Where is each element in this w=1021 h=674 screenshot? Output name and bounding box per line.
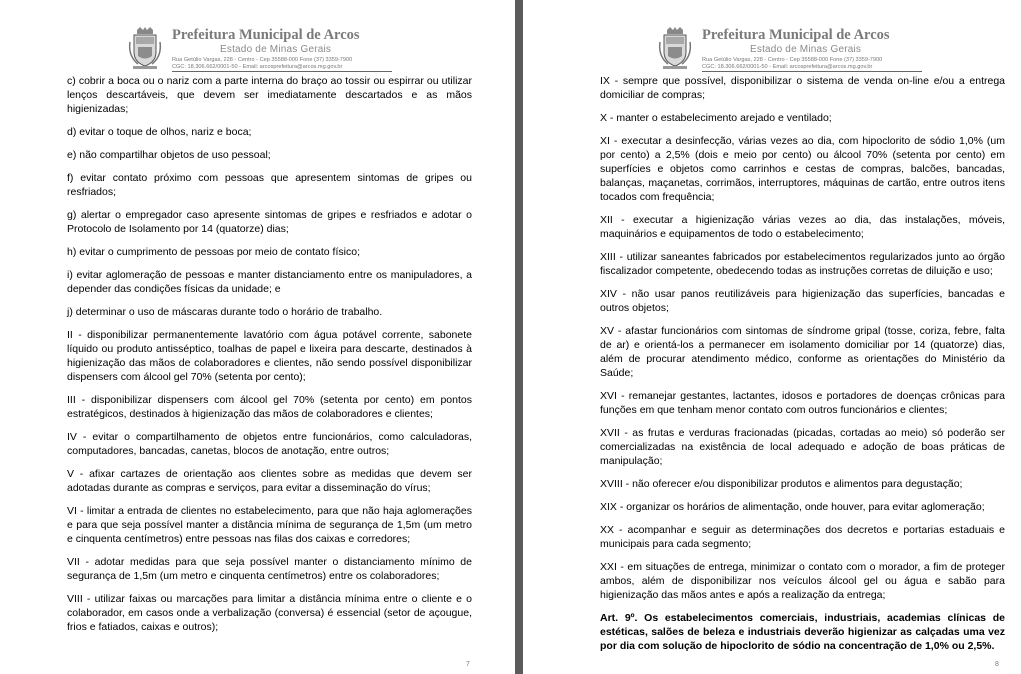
paragraph: IX - sempre que possível, disponibilizar o sistema de venda on-line e/ou a entrega domiciliar de compras; (600, 75, 1005, 101)
header-rule (172, 71, 392, 72)
paragraph: XX - acompanhar e seguir as determinações dos decretos e portarias estaduais e municipais para cada segmento; (600, 524, 1005, 550)
page-body (600, 74, 1005, 662)
paragraph: II - disponibilizar permanentemente lavatório com água potável corrente, sabonete líquido ou produto antisséptico, toalhas de papel e lixeira para descarte, destinados à higienização das mãos de colaboradores e clientes, não sendo possível disponibilizar dispensers com álcool gel 70% (setenta por cento); (67, 329, 472, 383)
header-address (702, 57, 882, 70)
paragraph: XV - afastar funcionários com sintomas de síndrome gripal (tosse, coriza, febre, falta de ar) e orientá-los a permanecer em isolamento domiciliar por 14 (quatorze) dias, além de procurar atendimento médico, conforme as orientações do Ministério da Saúde; (600, 325, 1005, 379)
paragraph: h) evitar o cumprimento de pessoas por meio de contato físico; (67, 246, 360, 258)
document-page-8 (523, 0, 1021, 674)
paragraph: XIX - organizar os horários de alimentação, onde houver, para evitar aglomeração; (600, 501, 985, 513)
paragraph: XI - executar a desinfecção, várias vezes ao dia, com hipoclorito de sódio 1,0% (um por cento) a 2,5% (dois e meio por cento) ou álcool 70% (setenta por cento) em superfícies e objetos como carrinhos e cestas de compras, balcões, bancadas, balanças, maçanetas, corrimãos, interruptores, máquinas de cartão, entre outros itens tocados com frequência; (600, 135, 1005, 203)
paragraph: c) cobrir a boca ou o nariz com a parte interna do braço ao tossir ou espirrar ou utilizar lenços descartáveis, que devem ser imediatamente descartados e as mãos higienizadas; (67, 75, 472, 115)
paragraph: XII - executar a higienização várias vezes ao dia, das instalações, móveis, maquinários e equipamentos de todo o estabelecimento; (600, 214, 1005, 240)
paragraph: VIII - utilizar faixas ou marcações para limitar a distância mínima entre o cliente e o colaborador, em casos onde a verbalização (conversa) é essencial (setor de açougue, frios e fatiados, caixas e outros); (67, 593, 472, 633)
paragraph: X - manter o estabelecimento arejado e ventilado; (600, 112, 832, 124)
page-header (658, 26, 928, 72)
paragraph: d) evitar o toque de olhos, nariz e boca; (67, 126, 252, 138)
paragraph: VI - limitar a entrada de clientes no estabelecimento, para que não haja aglomerações e para que seja possível manter a distância mínima de segurança de 1,5m (um metro e cinquenta centímetros) entre pessoas nas filas dos caixas e corredores; (67, 505, 472, 545)
page-gutter (515, 0, 523, 674)
paragraph: VII - adotar medidas para que seja possível manter o distanciamento mínimo de segurança de 1,5m (um metro e cinquenta centímetros) entre os colaboradores; (67, 556, 472, 582)
page-header (128, 26, 398, 72)
header-rule (702, 71, 922, 72)
header-address-line-1: Rua Getúlio Vargas, 228 - Centro - Cep 35588-000 Fone (37) 3359-7900 (702, 57, 883, 63)
header-state: Estado de Minas Gerais (220, 44, 332, 55)
paragraph: g) alertar o empregador caso apresente sintomas de gripes e resfriados e adotar o Protocolo de Isolamento por 14 (quatorze) dias; (67, 209, 472, 235)
paragraph: XIII - utilizar saneantes fabricados por estabelecimentos regularizados junto ao órgão fiscalizador competente, obedecendo todas as instruções corretas de diluição e uso; (600, 251, 1005, 277)
page-body (67, 74, 472, 643)
paragraph: XVII - as frutas e verduras fracionadas (picadas, cortadas ao meio) só poderão ser comercializadas na existência de local adequado e adoção de boas práticas de manipulação; (600, 427, 1005, 467)
page-number: 8 (995, 661, 999, 668)
municipal-coat-of-arms-icon (128, 26, 162, 70)
article-paragraph: Art. 9º. Os estabelecimentos comerciais, industriais, academias clínicas de estéticas, salões de beleza e industriais deverão higienizar as calçadas uma vez por dia com solução de hipoclorito de sódio na concentração de 1,0% ou 2,5%. (600, 612, 1005, 652)
paragraph: f) evitar contato próximo com pessoas que apresentem sintomas de gripes ou resfriados; (67, 172, 472, 198)
paragraph: III - disponibilizar dispensers com álcool gel 70% (setenta por cento) em pontos estratégicos, destinados à higienização das mãos de colaboradores e clientes; (67, 394, 472, 420)
header-title: Prefeitura Municipal de Arcos (172, 27, 360, 43)
paragraph: j) determinar o uso de máscaras durante todo o horário de trabalho. (67, 306, 383, 318)
paragraph: XIV - não usar panos reutilizáveis para higienização das superfícies, bancadas e outros objetos; (600, 288, 1005, 314)
paragraph: XXI - em situações de entrega, minimizar o contato com o morador, a fim de proteger ambos, além de disponibilizar nos veículos álcool gel ou água e sabão para higienização das mãos antes e após a realização da entrega; (600, 561, 1005, 601)
paragraph: V - afixar cartazes de orientação aos clientes sobre as medidas que devem ser adotadas durante as compras e serviços, para evitar a disseminação do vírus; (67, 468, 472, 494)
page-number: 7 (466, 661, 470, 668)
header-address-line-2: CGC: 18.306.662/0001-50 - Email: arcosprefeitura@arcos.mg.gov.br (172, 63, 343, 70)
paragraph: i) evitar aglomeração de pessoas e manter distanciamento entre os manipuladores, a depender das condições físicas da unidade; e (67, 269, 472, 295)
paragraph: XVIII - não oferecer e/ou disponibilizar produtos e alimentos para degustação; (600, 478, 963, 490)
header-title: Prefeitura Municipal de Arcos (702, 27, 890, 43)
municipal-coat-of-arms-icon (658, 26, 692, 70)
paragraph: e) não compartilhar objetos de uso pessoal; (67, 149, 271, 161)
paragraph: IV - evitar o compartilhamento de objetos entre funcionários, como calculadoras, computadores, bancadas, canetas, blocos de anotação, entre outros; (67, 431, 472, 457)
header-address-line-1: Rua Getúlio Vargas, 228 - Centro - Cep 35588-000 Fone (37) 3359-7900 (172, 57, 353, 63)
header-address (172, 57, 352, 70)
header-address-line-2: CGC: 18.306.662/0001-50 - Email: arcosprefeitura@arcos.mg.gov.br (702, 63, 873, 70)
header-state: Estado de Minas Gerais (750, 44, 862, 55)
paragraph: XVI - remanejar gestantes, lactantes, idosos e portadores de doenças crônicas para funções em que tenham menor contato com outros funcionários e clientes; (600, 390, 1005, 416)
